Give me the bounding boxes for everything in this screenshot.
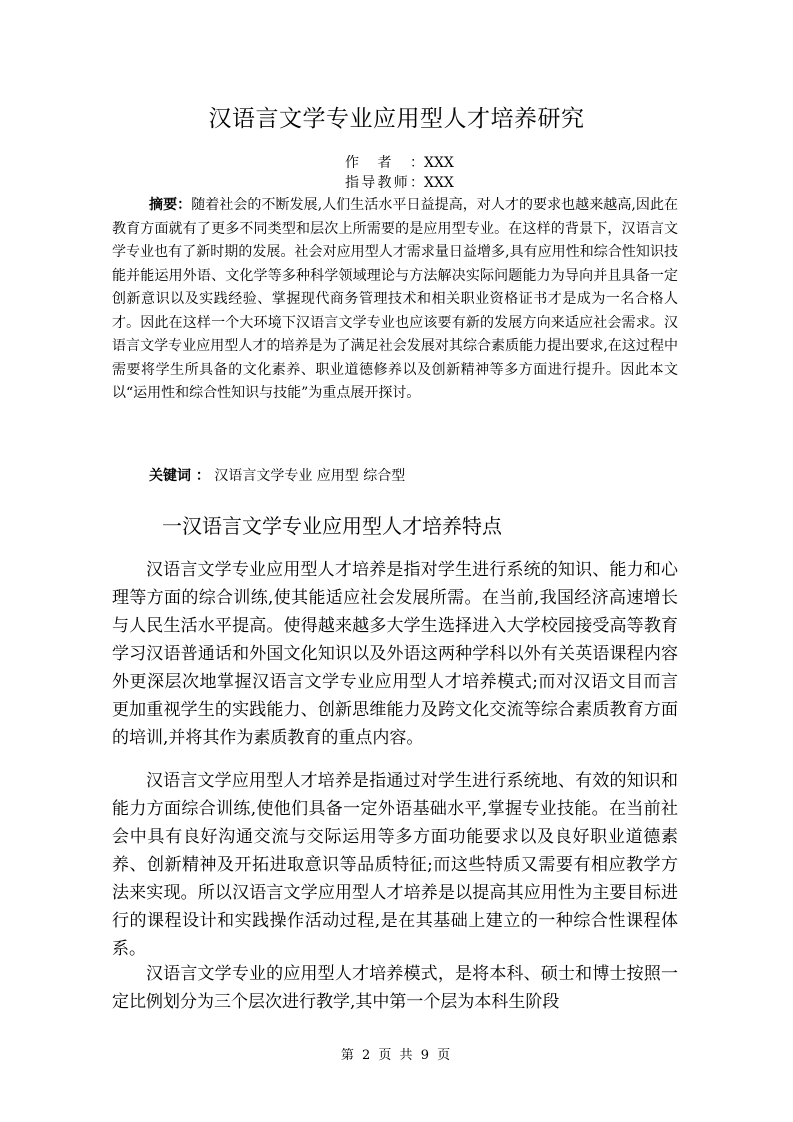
keywords-text: 汉语言文学专业 应用型 综合型	[214, 468, 406, 484]
section-heading: 一汉语言文学专业应用型人才培养特点	[162, 514, 502, 538]
advisor-line	[345, 173, 454, 193]
page-footer: 第 2 页 共 9 页	[340, 1048, 453, 1063]
body-paragraph: 汉语言文学应用型人才培养是指通过对学生进行系统地、有效的知识和能力方面综合训练,使他们具备一定外语基础水平,掌握专业技能。在当前社会中具有良好沟通交流与交际运用等多方面功能要求以及良好职业道德素养、创新精神及开拓进取意识等品质特征;而这些特质又需要有相应教学方法来实现。所以汉语言文学应用型人才培养是以提高其应用性为主要目标进行的课程设计和实践操作活动过程,是在其基础上建立的一种综合性课程体系。	[112, 771, 678, 959]
author-line	[345, 153, 454, 173]
body-paragraph: 汉语言文学专业应用型人才培养是指对学生进行系统的知识、能力和心理等方面的综合训练,使其能适应社会发展所需。在当前,我国经济高速增长与人民生活水平提高。使得越来越多大学生选择进入大学校园接受高等教育学习汉语普通话和外国文化知识以及外语这两种学科以外有关英语课程内容外更深层次地掌握汉语言文学专业应用型人才培养模式;而对汉语文目而言更加重视学生的实践能力、创新思维能力及跨文化交流等综合素质教育方面的培训,并将其作为素质教育的重点内容。	[112, 560, 678, 748]
author-value: XXX	[424, 155, 454, 171]
document-title: 汉语言文学专业应用型人才培养研究	[208, 106, 585, 132]
keywords	[149, 465, 689, 488]
advisor-value: XXX	[424, 175, 454, 191]
abstract-label: 摘要：	[149, 197, 192, 213]
abstract	[112, 194, 678, 406]
abstract-text: 随着社会的不断发展,人们生活水平日益提高，对人才的要求也越来越高,因此在教育方面就有了更多不同类型和层次上所需要的是应用型专业。在这样的背景下，汉语言文学专业也有了新时期的发展。社会对应用型人才需求量日益增多,具有应用性和综合性知识技能并能运用外语、文化学等多种科学领域理论与方法解决实际问题能力为导向并且具备一定创新意识以及实践经验、掌握现代商务管理技术和相关职业资格证书才是成为一名合格人才。因此在这样一个大环境下汉语言文学专业也应该要有新的发展方向来适应社会需求。汉语言文学专业应用型人才的培养是为了满足社会发展对其综合素质能力提出要求,在这过程中需要将学生所具备的文化素养、职业道德修养以及创新精神等多方面进行提升。因此本文以“运用性和综合性知识与技能”为重点展开探讨。	[112, 197, 678, 401]
keywords-label: 关键词 ：	[149, 468, 210, 484]
advisor-label: 指导教师：	[345, 175, 424, 191]
author-label: 作者：	[345, 155, 424, 171]
body-paragraph: 汉语言文学专业的应用型人才培养模式，是将本科、硕士和博士按照一定比例划分为三个层次进行教学,其中第一个层为本科生阶段	[112, 964, 678, 1012]
